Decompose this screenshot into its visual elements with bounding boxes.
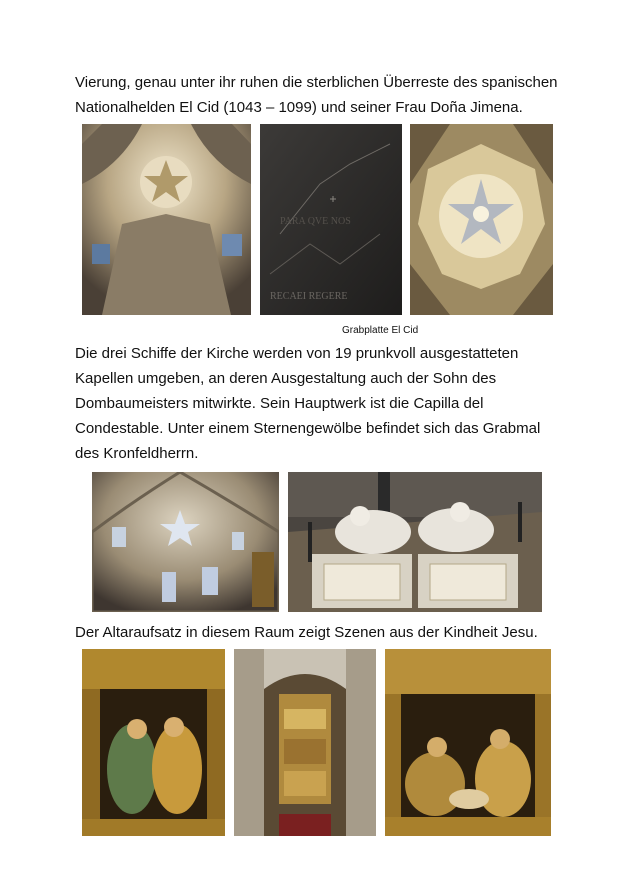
text-line: des Kronfeldherrn. bbox=[75, 445, 199, 462]
grave-caption: Grabplatte El Cid bbox=[342, 325, 419, 336]
text-line: Vierung, genau unter ihr ruhen die sterblichen Überreste des spanischen bbox=[75, 74, 558, 91]
text-line: Nationalhelden El Cid (1043 – 1099) und seiner Frau Doña Jimena. bbox=[75, 99, 523, 116]
slab-inscription: PARA QVE NOS bbox=[280, 216, 351, 227]
altarpiece-paragraph bbox=[75, 620, 538, 645]
text-line: Condestable. Unter einem Sternengewölbe befindet sich das Grabmal bbox=[75, 420, 541, 437]
photo-star-vault bbox=[92, 472, 279, 612]
intro-paragraph bbox=[75, 70, 558, 120]
text-line: Kapellen umgeben, an deren Ausgestaltung auch der Sohn des bbox=[75, 370, 497, 387]
text-line: Der Altaraufsatz in diesem Raum zeigt Szenen aus der Kindheit Jesu. bbox=[75, 624, 538, 641]
photo-grave-slab bbox=[260, 124, 402, 315]
photo-dome-star bbox=[410, 124, 553, 315]
text-line: Die drei Schiffe der Kirche werden von 19 prunkvoll ausgestatteten bbox=[75, 345, 519, 362]
chapels-paragraph bbox=[75, 341, 540, 466]
photo-altar-retable bbox=[234, 649, 376, 836]
photo-altar-scene-right bbox=[385, 649, 551, 836]
text-line: Dombaumeisters mitwirkte. Sein Hauptwerk ist die Capilla del bbox=[75, 395, 484, 412]
photo-crossing-vault bbox=[82, 124, 251, 315]
slab-inscription: RECAEI REGERE bbox=[270, 291, 348, 302]
photo-altar-scene-left bbox=[82, 649, 225, 836]
photo-constable-tomb bbox=[288, 472, 542, 612]
